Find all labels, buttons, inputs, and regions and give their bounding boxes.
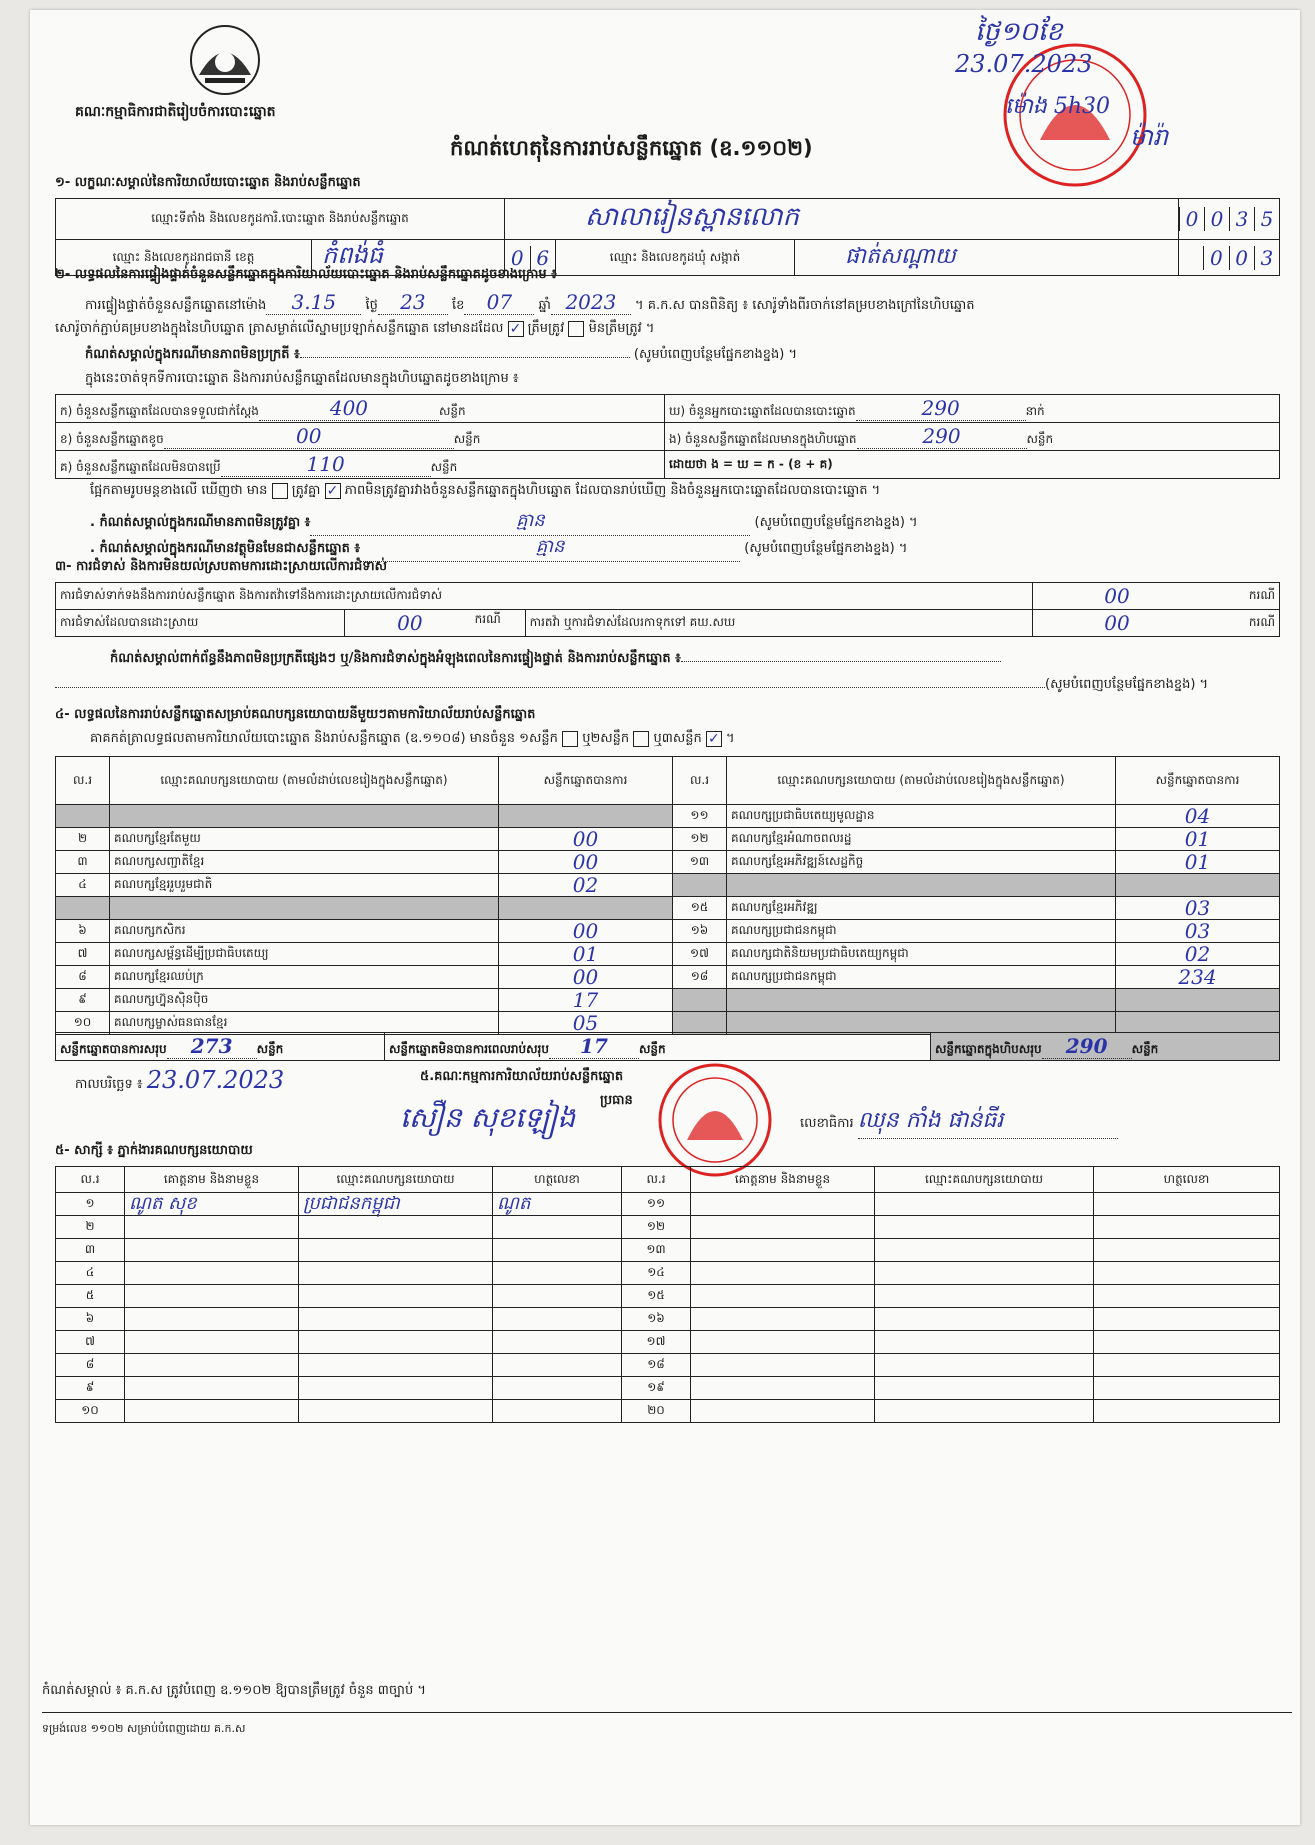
witness-party [299, 1354, 493, 1377]
party-name: គណបក្សប្រជាជនកម្ពុជា [727, 966, 1116, 989]
party-votes: 05 [499, 1012, 673, 1035]
party-row [56, 920, 1280, 943]
witness-signature [493, 1239, 622, 1262]
party-no: ១៨ [673, 966, 727, 989]
objection-table: ការជំទាស់ទាក់ទងនឹងការរាប់សន្លឹកឆ្នោត និងការតវ៉ាទៅនឹងការដោះស្រាយលើការជំទាស់ 00 ករណី ការជំទាស់ដែលបានដោះស្រាយ 00 ករណី ការតវ៉ា ឬការជំទាស់ដែលរកាទុកទៅ គឃ.សឃ 00 ករណី [55, 582, 1280, 637]
witness-signature [1094, 1193, 1280, 1216]
commune-value: ផាត់សណ្ដាយ [795, 240, 1179, 276]
witness-no: ១៣ [622, 1239, 691, 1262]
witness-no: ១១ [622, 1193, 691, 1216]
witness-name [691, 1400, 875, 1423]
section1-table [55, 198, 1280, 276]
appeal-label: ការតវ៉ា ឬការជំទាស់ដែលរកាទុកទៅ គឃ.សឃ [525, 610, 1032, 637]
footer-divider [42, 1712, 1292, 1713]
party-no: ៨ [56, 966, 110, 989]
formula-row: ដោយថា ង = ឃ = ក - (ខ + គ) [665, 451, 1280, 479]
section3-note-line2: (សូមបំពេញបន្ថែមផ្នែកខាងខ្នង) ។ [55, 676, 1208, 695]
witness-signature [493, 1400, 622, 1423]
witness-party [875, 1193, 1094, 1216]
voters-row: ឃ) ចំនួនអ្នកបោះឆ្នោតដែលបានបោះឆ្នោត 290 នាក់ [665, 395, 1280, 423]
party-votes: 02 [1116, 943, 1280, 966]
party-no: ៤ [56, 874, 110, 897]
witness-row [56, 1354, 1280, 1377]
party-votes: 03 [1116, 920, 1280, 943]
witness-signature [1094, 1331, 1280, 1354]
witness-name [691, 1354, 875, 1377]
witness-no: ៣ [56, 1239, 125, 1262]
witness-no: ២០ [622, 1400, 691, 1423]
party-name: គណបក្សសម្ព័ន្ធដើម្បីប្រជាធិបតេយ្យ [110, 943, 499, 966]
party-name: គណបក្សម្ចាស់ធនធានខ្មែរ [110, 1012, 499, 1035]
witness-party [299, 1308, 493, 1331]
two-sheet-checkbox[interactable] [633, 731, 649, 747]
witness-row [56, 1262, 1280, 1285]
witness-no: ៧ [56, 1331, 125, 1354]
party-name [110, 805, 499, 828]
witness-row [56, 1193, 1280, 1216]
witness-party [299, 1377, 493, 1400]
witness-name [691, 1285, 875, 1308]
party-no: ១៦ [673, 920, 727, 943]
section2-title: ២- លទ្ធផលនៃការផ្ទៀងផ្ទាត់ចំនួនសន្លឹកឆ្នោតក្នុងការិយាល័យបោះឆ្នោត និងរាប់សន្លឹកឆ្នោតដូចខាងក្រោម ៖ [55, 267, 557, 282]
compare-line: ផ្អែកតាមរូបមន្តខាងលើ ឃើញថា មាន ត្រូវគ្នា ✓ ភាពមិនត្រូវគ្នារវាងចំនួនសន្លឹកឆ្នោតក្នុងហិបឆ្នោត ដែលបានរាប់ឃើញ និងចំនួនអ្នកបោះឆ្នោតដែលបានបោះឆ្នោត ។ [90, 482, 881, 499]
party-no: ១៧ [673, 943, 727, 966]
witness-party: ប្រជាជនកម្ពុជា [299, 1193, 493, 1216]
party-votes: 04 [1116, 805, 1280, 828]
footer-note: កំណត់សម្គាល់ ៖ គ.ក.ស ត្រូវបំពេញ ឧ.១១០២ ឱ្យបានត្រឹមត្រូវ ចំនួន ៣ច្បាប់ ។ [42, 1683, 426, 1698]
appeal-value: 00 [1033, 610, 1202, 637]
witness-no: ១៧ [622, 1331, 691, 1354]
seal-not-ok-checkbox[interactable] [568, 321, 584, 337]
section1-title: ១- លក្ខណៈសម្គាល់នៃការិយាល័យបោះឆ្នោត និងរាប់សន្លឹកឆ្នោត [55, 175, 361, 190]
witness-name [125, 1331, 299, 1354]
party-votes [1116, 874, 1280, 897]
witness-party [875, 1354, 1094, 1377]
stamp-hw-time: ម៉ោង 5h30 [1005, 94, 1111, 119]
witness-signature [1094, 1354, 1280, 1377]
party-name: គណបក្សខ្មែរអំណាចពលរដ្ឋ [727, 828, 1116, 851]
witness-no: ១០ [56, 1400, 125, 1423]
witness-no: ១២ [622, 1216, 691, 1239]
witness-name [691, 1377, 875, 1400]
witness-party [875, 1377, 1094, 1400]
party-votes [499, 805, 673, 828]
party-name: គណបក្សខ្មែរឈប់ក្រ [110, 966, 499, 989]
party-name [110, 897, 499, 920]
witness-party [875, 1239, 1094, 1262]
witness-table: ល.រ គោត្តនាម និងនាមខ្លួន ឈ្មោះគណបក្សនយោបាយ ហត្ថលេខា ល.រ គោត្តនាម និងនាមខ្លួន ឈ្មោះគណបក្សនយោបាយ ហត្ថលេខា ១ ណូត សុខ ប្រជាជនកម្ពុជា ណូត ១១ ២ ១២ ៣ ១៣ ៤ ១៤ ៥ ១៥ ៦ ១៦ ៧ ១៧ ៨ ១៨ ៩ ១៩ ១០ ២០ [55, 1166, 1280, 1423]
mismatch-checkbox[interactable]: ✓ [325, 483, 341, 499]
party-votes: 03 [1116, 897, 1280, 920]
party-votes: 00 [499, 851, 673, 874]
witness-name [691, 1308, 875, 1331]
witness-signature [1094, 1285, 1280, 1308]
witness-party [875, 1331, 1094, 1354]
stamp-hw-sign: ម៉ារ៉ា [1130, 123, 1169, 151]
party-row [56, 828, 1280, 851]
total-valid: សន្លឹកឆ្នោតបានការសរុប 273 សន្លឹក [56, 1033, 385, 1061]
witness-signature [1094, 1216, 1280, 1239]
note3-line: . កំណត់សម្គាល់ក្នុងករណីមានវត្ថុមិនមែនជាសន្លឹកឆ្នោត ៖ គ្មាន (សូមបំពេញបន្ថែមផ្នែកខាងខ្នង) ។ [90, 534, 907, 562]
witness-no: ១៩ [622, 1377, 691, 1400]
party-name: គណបក្សខ្មែរអភិវឌ្ឍ [727, 897, 1116, 920]
witness-row [56, 1216, 1280, 1239]
witness-no: ១ [56, 1193, 125, 1216]
party-votes: 17 [499, 989, 673, 1012]
witness-no: ១៤ [622, 1262, 691, 1285]
party-name: គណបក្សខ្មែរតែមួយ [110, 828, 499, 851]
totals-table [55, 1032, 1280, 1061]
verify-line: ការផ្ទៀងផ្ទាត់ចំនួនសន្លឹកឆ្នោតនៅម៉ោង 3.15 ថ្ងៃ 23 ខែ 07 ឆ្នាំ 2023 ។ គ.ក.ស បានពិនិត្យ ៖ សោរ៉ូទាំងពីរចាក់នៅគម្របខាងក្រៅនៃហិបឆ្នោត [85, 290, 975, 314]
location-label: ឈ្មោះទីតាំង និងលេខកូដការិ.បោះឆ្នោត និងរាប់សន្លឹកឆ្នោត [56, 199, 505, 240]
party-votes [1116, 989, 1280, 1012]
party-results-table: ល.រ ឈ្មោះគណបក្សនយោបាយ (តាមលំដាប់លេខរៀងក្នុងសន្លឹកឆ្នោត) សន្លឹកឆ្នោតបានការ ល.រ ឈ្មោះគណបក្សនយោបាយ (តាមលំដាប់លេខរៀងក្នុងសន្លឹកឆ្នោត) សន្លឹកឆ្នោតបានការ ១១ គណបក្សប្រជាធិបតេយ្យមូលដ្ឋាន 04 ២ គណបក្សខ្មែរតែមួយ 00 ១២ គណបក្សខ្មែរអំណាចពលរដ្ឋ 01 ៣ គណបក្សសញ្ជាតិខ្មែរ 00 ១៣ គណបក្សខ្មែរអភិវឌ្ឍន៍សេដ្ឋកិច្ច 01 ៤ គណបក្សខ្មែររួបរួមជាតិ 02 ១៥ គណបក្សខ្មែរអភិវឌ្ឍ 03 ៦ គណបក្សកសិករ 00 ១៦ គណបក្សប្រជាជនកម្ពុជា 03 ៧ គណបក្សសម្ព័ន្ធដើម្បីប្រជាធិបតេយ្យ 01 ១៧ គណបក្សជាតិនិយមប្រជាធិបតេយ្យកម្ពុជា 02 ៨ គណបក្សខ្មែរឈប់ក្រ 00 ១៨ គណបក្សប្រជាជនកម្ពុជា 234 ៩ គណបក្សហ្វ៊ុនស៊ិនប៉ិច 17 ១០ គណបក្សម្ចាស់ធនធានខ្មែរ 05 [55, 756, 1280, 1035]
party-no: ១៣ [673, 851, 727, 874]
location-value: សាលារៀនស្ពានលោក [505, 199, 1179, 240]
match-checkbox[interactable] [272, 483, 288, 499]
party-votes: 234 [1116, 966, 1280, 989]
party-row [56, 989, 1280, 1012]
form-sheet [30, 10, 1300, 1825]
note2-line: . កំណត់សម្គាល់ក្នុងករណីមានភាពមិនត្រូវគ្នា ៖ គ្មាន (សូមបំពេញបន្ថែមផ្នែកខាងខ្នង) ។ [90, 508, 918, 536]
witness-row [56, 1377, 1280, 1400]
resolved-value: 00 [397, 611, 423, 635]
witness-party [875, 1285, 1094, 1308]
commune-label: ឈ្មោះ និងលេខកូដឃុំ សង្កាត់ [556, 240, 795, 276]
witness-name [691, 1262, 875, 1285]
party-no [56, 897, 110, 920]
party-row [56, 851, 1280, 874]
witness-no: ៨ [56, 1354, 125, 1377]
witness-no: ៥ [56, 1285, 125, 1308]
sign-date: កាលបរិច្ឆេទ ៖ 23.07.2023 [75, 1066, 285, 1094]
party-name: គណបក្សសញ្ជាតិខ្មែរ [110, 851, 499, 874]
party-no: ៦ [56, 920, 110, 943]
form-code: ទម្រង់លេខ ១១០២ សម្រាប់បំពេញដោយ គ.ក.ស [42, 1722, 246, 1735]
party-name: គណបក្សហ្វ៊ុនស៊ិនប៉ិច [110, 989, 499, 1012]
witness-signature [493, 1216, 622, 1239]
witness-party [875, 1216, 1094, 1239]
party-name [727, 989, 1116, 1012]
witness-party [299, 1239, 493, 1262]
resolved-label: ការជំទាស់ដែលបានដោះស្រាយ [56, 610, 345, 637]
section3-title: ៣- ការជំទាស់ និងការមិនយល់ស្របតាមការដោះស្រាយលើការជំទាស់ [55, 559, 387, 574]
one-sheet-checkbox[interactable] [562, 731, 578, 747]
witness-signature [1094, 1377, 1280, 1400]
three-sheet-checkbox[interactable]: ✓ [706, 731, 722, 747]
seal-ok-checkbox[interactable]: ✓ [508, 321, 524, 337]
witness-signature [493, 1262, 622, 1285]
witness-signature: ណូត [493, 1193, 622, 1216]
witness-name [691, 1331, 875, 1354]
witness-name [125, 1216, 299, 1239]
party-no: ៣ [56, 851, 110, 874]
witness-party [299, 1331, 493, 1354]
witness-no: ២ [56, 1216, 125, 1239]
party-votes: 02 [499, 874, 673, 897]
party-no: ១៥ [673, 897, 727, 920]
witness-name [125, 1239, 299, 1262]
witness-name [125, 1400, 299, 1423]
witness-party [875, 1308, 1094, 1331]
witness-party [299, 1400, 493, 1423]
party-votes: 01 [1116, 828, 1280, 851]
party-row [56, 966, 1280, 989]
party-no [673, 874, 727, 897]
committee-label: ៥.គណៈកម្មការការិយាល័យរាប់សន្លឹកឆ្នោត [420, 1069, 624, 1084]
party-name: គណបក្សជាតិនិយមប្រជាធិបតេយ្យកម្ពុជា [727, 943, 1116, 966]
witness-row [56, 1400, 1280, 1423]
party-name: គណបក្សប្រជាជនកម្ពុជា [727, 920, 1116, 943]
count-intro: ក្នុងនេះចាត់ទុកទីការបោះឆ្នោត និងការរាប់សន្លឹកឆ្នោតដែលមានក្នុងហិបឆ្នោតដូចខាងក្រោម ៖ [85, 371, 519, 386]
witness-name [691, 1239, 875, 1262]
witness-no: ៤ [56, 1262, 125, 1285]
witness-no: ៦ [56, 1308, 125, 1331]
witness-signature [1094, 1308, 1280, 1331]
witness-signature [493, 1331, 622, 1354]
received-row: ក) ចំនួនសន្លឹកឆ្នោតដែលបានទទួលជាក់ស្ដែង 400 សន្លឹក [56, 395, 665, 423]
spoiled-row: ខ) ចំនួនសន្លឹកឆ្នោតខូច 00 សន្លឹក [56, 423, 665, 451]
section4-title: ៤- លទ្ធផលនៃការរាប់សន្លឹកឆ្នោតសម្រាប់គណបក្សនយោបាយនីមួយៗតាមការិយាល័យរាប់សន្លឹកឆ្នោត [55, 707, 536, 722]
party-no [56, 805, 110, 828]
party-name: គណបក្សខ្មែរអភិវឌ្ឍន៍សេដ្ឋកិច្ច [727, 851, 1116, 874]
witness-signature [493, 1354, 622, 1377]
party-no: ៩ [56, 989, 110, 1012]
party-no: ១១ [673, 805, 727, 828]
stamp-hw-date: 23.07.2023 [955, 50, 1093, 78]
witness-party [875, 1262, 1094, 1285]
agency-name: គណៈកម្មាធិការជាតិរៀបចំការបោះឆ្នោត [75, 104, 276, 120]
party-votes [499, 897, 673, 920]
secretary-line: លេខាធិការ ឈុន កាំង ផាន់ធីរ [800, 1106, 1118, 1139]
witness-signature [493, 1308, 622, 1331]
witness-no: ១៨ [622, 1354, 691, 1377]
witness-signature [493, 1285, 622, 1308]
party-name: គណបក្សប្រជាធិបតេយ្យមូលដ្ឋាន [727, 805, 1116, 828]
witness-party [299, 1285, 493, 1308]
nec-logo-icon [185, 20, 265, 100]
witness-signature [493, 1377, 622, 1400]
party-no: ១០ [56, 1012, 110, 1035]
witness-no: ១៥ [622, 1285, 691, 1308]
in-box-row: ង) ចំនួនសន្លឹកឆ្នោតដែលមានក្នុងហិបឆ្នោត 290 សន្លឹក [665, 423, 1280, 451]
party-no: ២ [56, 828, 110, 851]
party-name: គណបក្សកសិករ [110, 920, 499, 943]
witness-name [125, 1377, 299, 1400]
witness-row [56, 1331, 1280, 1354]
note1-line: កំណត់សម្គាល់ក្នុងករណីមានភាពមិនប្រក្រតី ៖ (សូមបំពេញបន្ថែមផ្នែកខាងខ្នង) ។ [85, 347, 798, 362]
witness-row [56, 1239, 1280, 1262]
witness-party [299, 1216, 493, 1239]
form-title: កំណត់ហេតុនៃការរាប់សន្លឹកឆ្នោត (ឧ.១១០២) [450, 136, 813, 160]
total-invalid: សន្លឹកឆ្នោតមិនបានការពេលរាប់សរុប 17 សន្លឹក [385, 1033, 931, 1061]
party-name [727, 874, 1116, 897]
president-label: ប្រធាន [600, 1093, 633, 1108]
witness-row [56, 1285, 1280, 1308]
seal-line: សោរ៉ូចាក់ភ្ជាប់គម្របខាងក្នុងនៃហិបឆ្នោត ត្រាសម្ងាត់លើស្នាមប្រឡាក់សន្លឹកឆ្នោត នៅមានដដែល ✓ ត្រឹមត្រូវ មិនត្រឹមត្រូវ ។ [55, 320, 655, 337]
witness-no: ៩ [56, 1377, 125, 1400]
unused-row: គ) ចំនួនសន្លឹកឆ្នោតដែលមិនបានប្រើ 110 សន្លឹក [56, 451, 665, 479]
party-row [56, 943, 1280, 966]
witness-name [125, 1285, 299, 1308]
party-votes: 00 [499, 966, 673, 989]
party-votes: 01 [499, 943, 673, 966]
party-name: គណបក្សខ្មែររួបរួមជាតិ [110, 874, 499, 897]
witness-name [125, 1262, 299, 1285]
objection-label: ការជំទាស់ទាក់ទងនឹងការរាប់សន្លឹកឆ្នោត និងការតវ៉ាទៅនឹងការដោះស្រាយលើការជំទាស់ [56, 583, 1033, 610]
party-row [56, 874, 1280, 897]
committee-stamp-icon [655, 1060, 775, 1180]
party-row [56, 805, 1280, 828]
section3-note: កំណត់សម្គាល់ពាក់ព័ន្ធនឹងភាពមិនប្រក្រតីផ្សេងៗ ឬ/និងការជំទាស់ក្នុងអំឡុងពេលនៃការផ្ទៀងផ្ទាត់ និងការរាប់សន្លឹកឆ្នោត ៖ [110, 650, 1001, 669]
party-no [673, 989, 727, 1012]
stamp-hw-line1: ថ្ងៃ១០ខែ [975, 17, 1063, 47]
witness-name: ណូត សុខ [125, 1193, 299, 1216]
objection-value: 00 [1033, 583, 1202, 610]
witness-party [299, 1262, 493, 1285]
president-signature: សឿន សុខឡៀង [400, 1101, 576, 1134]
witness-name [691, 1216, 875, 1239]
section5-title: ៥- សាក្សី ៖ ភ្នាក់ងារគណបក្សនយោបាយ [55, 1143, 253, 1158]
province-code: 0 6 [505, 240, 556, 276]
party-votes: 00 [499, 920, 673, 943]
province-cell: ឈ្មោះ និងលេខកូដរាជធានី ខេត្ត កំពង់ធំ [56, 240, 505, 276]
party-votes: 01 [1116, 851, 1280, 874]
section4-intro: គាគកត់ត្រាលទ្ធផលតាមការិយាល័យបោះឆ្នោត និងរាប់សន្លឹកឆ្នោត (ឧ.១១០៨) មានចំនួន ១សន្លឹក ឬ២សន្លឹក ឬ៣សន្លឹក ✓ ។ [90, 730, 735, 747]
witness-name [691, 1193, 875, 1216]
location-code: 0 0 3 5 [1179, 199, 1280, 240]
witness-no: ១៦ [622, 1308, 691, 1331]
witness-name [125, 1308, 299, 1331]
ballot-count-table [55, 394, 1280, 479]
witness-signature [1094, 1262, 1280, 1285]
witness-signature [1094, 1239, 1280, 1262]
commune-code: 0 0 3 [1179, 240, 1280, 276]
party-no: ៧ [56, 943, 110, 966]
witness-name [125, 1354, 299, 1377]
witness-party [875, 1400, 1094, 1423]
party-row [56, 897, 1280, 920]
party-votes: 00 [499, 828, 673, 851]
witness-signature [1094, 1400, 1280, 1423]
witness-row [56, 1308, 1280, 1331]
party-no: ១២ [673, 828, 727, 851]
total-in-box: សន្លឹកឆ្នោតក្នុងហិបសរុប 290 សន្លឹក [931, 1033, 1280, 1061]
